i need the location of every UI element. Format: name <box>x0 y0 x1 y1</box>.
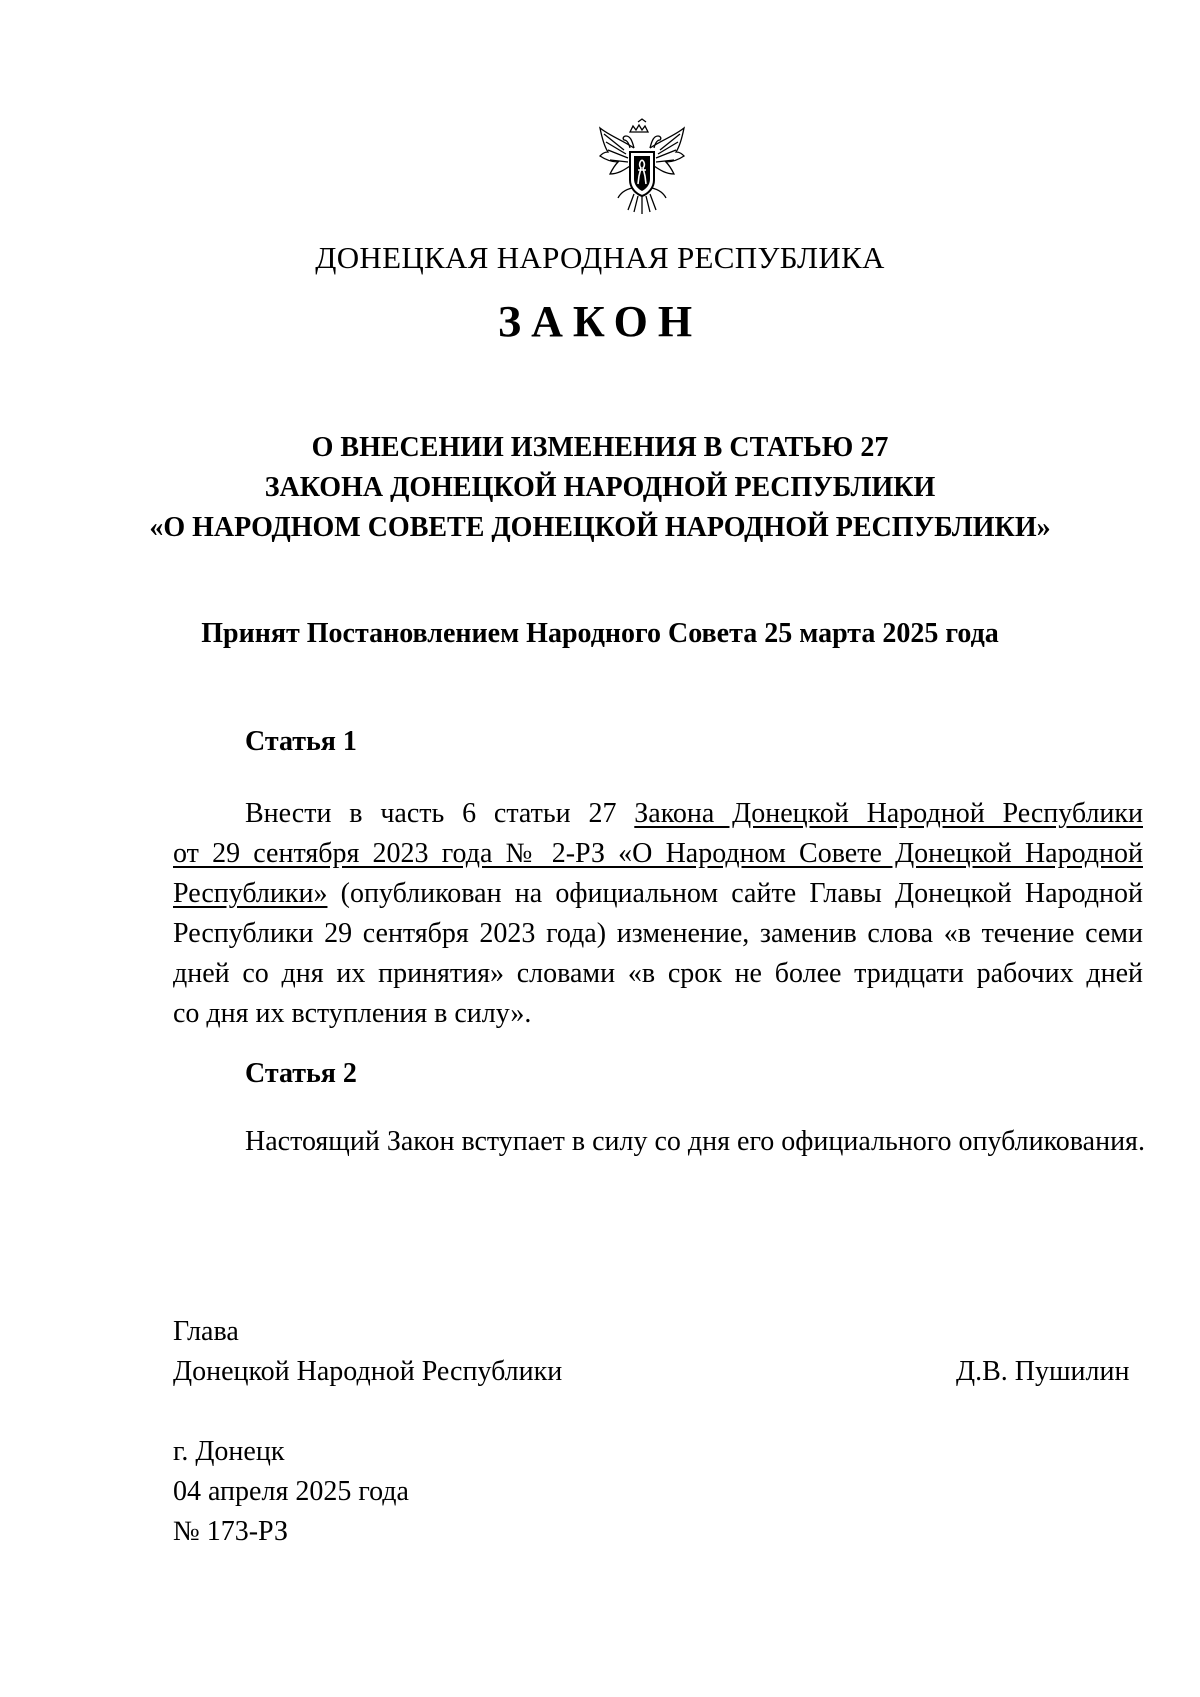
article-1-line: дней со дня их принятия» словами «в срок не более тридцати рабочих дней <box>173 958 1143 989</box>
adoption-note: Принят Постановлением Народного Совета 25 марта 2025 года <box>201 618 999 649</box>
signatory-position-line: Донецкой Народной Республики <box>173 1356 563 1387</box>
law-reference-link[interactable]: Республики» <box>173 878 328 909</box>
law-reference-link[interactable]: Закона Донецкой Народной Республики <box>634 798 1143 829</box>
law-reference-link[interactable]: от 29 сентября 2023 года № 2-РЗ «О Народном Совете Донецкой Народной <box>173 838 1143 869</box>
article-1-text-segment: Внести в часть 6 статьи 27 <box>245 798 635 829</box>
signatory-name: Д.В. Пушилин <box>956 1356 1130 1387</box>
place-date-number <box>173 1432 409 1552</box>
article-1-text <box>173 794 1143 1034</box>
law-title-line: О ВНЕСЕНИИ ИЗМЕНЕНИЯ В СТАТЬЮ 27 <box>311 432 889 463</box>
city: г. Донецк <box>173 1436 285 1467</box>
republic-name: ДОНЕЦКАЯ НАРОДНАЯ РЕСПУБЛИКА <box>315 240 885 275</box>
article-1-line: со дня их вступления в силу». <box>173 998 532 1029</box>
law-title-line: ЗАКОНА ДОНЕЦКОЙ НАРОДНОЙ РЕСПУБЛИКИ <box>264 472 936 503</box>
law-title <box>0 428 1200 548</box>
article-1-line <box>173 834 1143 874</box>
article-1-text-segment: (опубликован на официальном сайте Главы Донецкой Народной <box>327 878 1143 909</box>
article-1-line: Республики 29 сентября 2023 года) изменение, заменив слова «в течение семи <box>173 918 1143 949</box>
article-1-heading: Статья 1 <box>245 726 357 757</box>
signatory-position-line: Глава <box>173 1316 239 1347</box>
signing-date: 04 апреля 2025 года <box>173 1476 409 1507</box>
law-number: № 173-РЗ <box>173 1516 288 1547</box>
signatory-position <box>173 1312 562 1392</box>
article-2-text: Настоящий Закон вступает в силу со дня его официального опубликования. <box>245 1126 1145 1157</box>
document-type: ЗАКОН <box>497 297 703 346</box>
article-1-line <box>173 874 1143 914</box>
law-title-line: «О НАРОДНОМ СОВЕТЕ ДОНЕЦКОЙ НАРОДНОЙ РЕСПУБЛИКИ» <box>149 512 1051 543</box>
article-1-line <box>173 794 1143 834</box>
coat-of-arms-emblem-icon <box>594 118 690 218</box>
article-2-heading: Статья 2 <box>245 1058 357 1089</box>
